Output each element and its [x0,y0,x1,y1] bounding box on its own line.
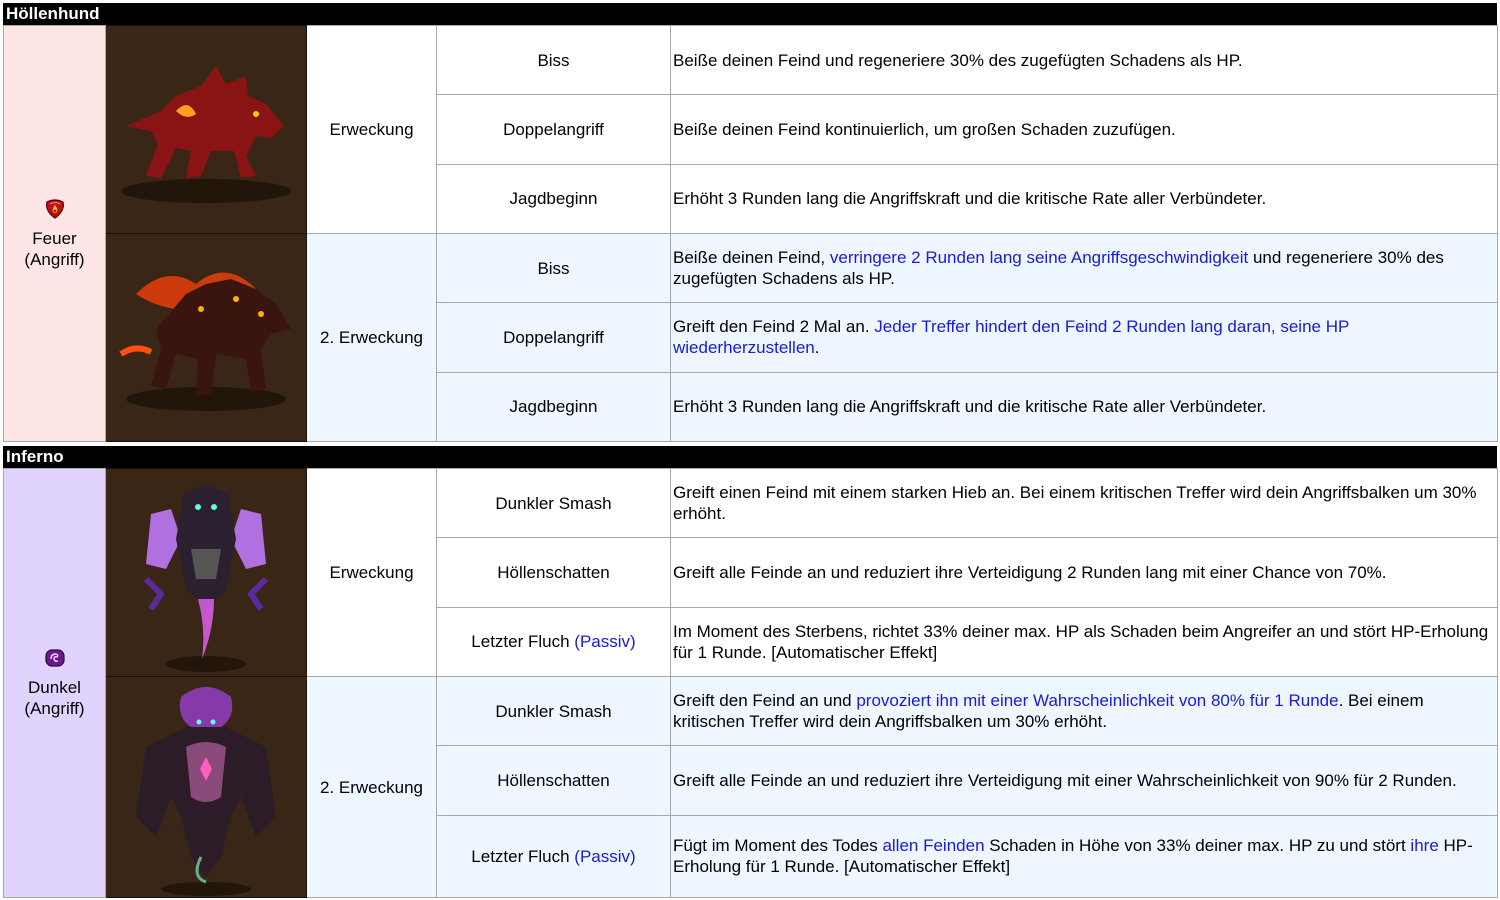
skill-description [671,538,1498,607]
hellhound-second-awakened-portrait [106,234,307,442]
skill-description [671,469,1498,538]
stage-label: Erweckung [307,469,437,677]
skill-name [437,607,671,676]
skill-name-text: Jagdbeginn [509,397,598,417]
skill-name [437,234,671,303]
skill-name [437,815,671,897]
skill-name-text: Höllenschatten [497,770,610,790]
element-role: (Angriff) [24,249,85,269]
table-row [4,234,1498,303]
skill-name [437,26,671,95]
passive-tag: (Passiv) [574,632,636,652]
description-text: Im Moment des Sterbens, richtet 33% deiner max. HP als Schaden beim Angreifer an und stört HP-Erholung für 1 Runde. [Automatischer Effekt] [673,621,1489,662]
highlighted-text: allen Feinden [882,836,985,856]
fire-element-icon [44,198,66,220]
description-text: Erhöht 3 Runden lang die Angriffskraft und die kritische Rate aller Verbündeter. [673,189,1267,209]
description-text: Greift den Feind 2 Mal an. [673,317,875,337]
description-text: Erhöht 3 Runden lang die Angriffskraft und die kritische Rate aller Verbündeter. [673,397,1267,417]
section-title: Inferno [3,446,1497,468]
hellhound-awakened-portrait [106,26,307,234]
skill-name [437,303,671,372]
skill-name-text: Dunkler Smash [495,493,612,513]
skill-name-text: Biss [537,50,570,70]
element-cell [4,469,106,898]
skill-name-text: Doppelangriff [503,327,604,347]
highlighted-text: provoziert ihn mit einer Wahrscheinlichkeit von 80% für 1 Runde [856,691,1339,711]
skill-description [671,815,1498,897]
section-title: Höllenhund [3,3,1497,25]
section-inferno [3,446,1497,898]
skills-table [3,468,1498,898]
skill-description [671,303,1498,372]
highlighted-text: ihre [1410,836,1439,856]
stage-label: 2. Erweckung [307,677,437,898]
element-name: Dunkel [28,678,81,697]
skill-description [671,607,1498,676]
stage-label: 2. Erweckung [307,234,437,442]
skill-description [671,677,1498,746]
passive-tag: (Passiv) [574,846,636,866]
dark-element-icon [44,647,66,669]
skill-name-text: Doppelangriff [503,119,604,139]
inferno-second-awakened-portrait [106,677,307,898]
skill-name [437,95,671,164]
skill-description [671,746,1498,815]
inferno-awakened-portrait [106,469,307,677]
description-text: Beiße deinen Feind, [673,248,830,268]
stage-label: Erweckung [307,26,437,234]
table-row [4,26,1498,95]
skill-name [437,746,671,815]
skill-name-text: Jagdbeginn [509,189,598,209]
description-text: Beiße deinen Feind und regeneriere 30% des zugefügten Schadens als HP. [673,50,1243,70]
skill-description [671,372,1498,441]
skill-name-text: Dunkler Smash [495,701,612,721]
description-text: Fügt im Moment des Todes [673,836,883,856]
skill-name-text: Letzter Fluch [471,846,570,866]
skill-name-text: Letzter Fluch [471,632,570,652]
description-text: Greift alle Feinde an und reduziert ihre Verteidigung 2 Runden lang mit einer Chance von 70%. [673,562,1387,582]
skill-name [437,538,671,607]
highlighted-text: Jeder Treffer hindert den Feind 2 Runden lang daran, seine HP wiederherzustellen [673,317,1350,358]
description-text: Greift den Feind an und [673,691,857,711]
description-text: HP-Erholung für 1 Runde. [Automatischer Effekt] [673,836,1473,877]
skill-description [671,95,1498,164]
table-row [4,469,1498,538]
skill-name [437,372,671,441]
skill-description [671,26,1498,95]
element-name: Feuer [32,228,77,248]
description-text: Schaden in Höhe von 33% deiner max. HP zu und stört [984,836,1411,856]
description-text: Greift alle Feinde an und reduziert ihre Verteidigung mit einer Wahrscheinlichkeit von 90% für 2 Runden. [673,770,1457,790]
skill-name-text: Biss [537,258,570,278]
skills-table [3,25,1498,442]
skill-name [437,469,671,538]
highlighted-text: verringere 2 Runden lang seine Angriffsgeschwindigkeit [829,248,1249,268]
table-row [4,677,1498,746]
description-text: Greift einen Feind mit einem starken Hieb an. Bei einem kritischen Treffer wird dein Angriffsbalken um 30% erhöht. [673,483,1477,524]
skill-description [671,234,1498,303]
skill-name [437,164,671,233]
element-cell [4,26,106,442]
element-role: (Angriff) [24,699,85,718]
section-hoellenhund [3,3,1497,442]
skill-description [671,164,1498,233]
description-text: und regeneriere 30% des zugefügten Schadens als HP. [673,248,1444,289]
description-text: . Bei einem kritischen Treffer wird dein Angriffsbalken um 30% erhöht. [673,691,1424,732]
skill-name [437,677,671,746]
skill-name-text: Höllenschatten [497,562,610,582]
description-text: Beiße deinen Feind kontinuierlich, um großen Schaden zuzufügen. [673,119,1176,139]
description-text: . [814,338,820,358]
